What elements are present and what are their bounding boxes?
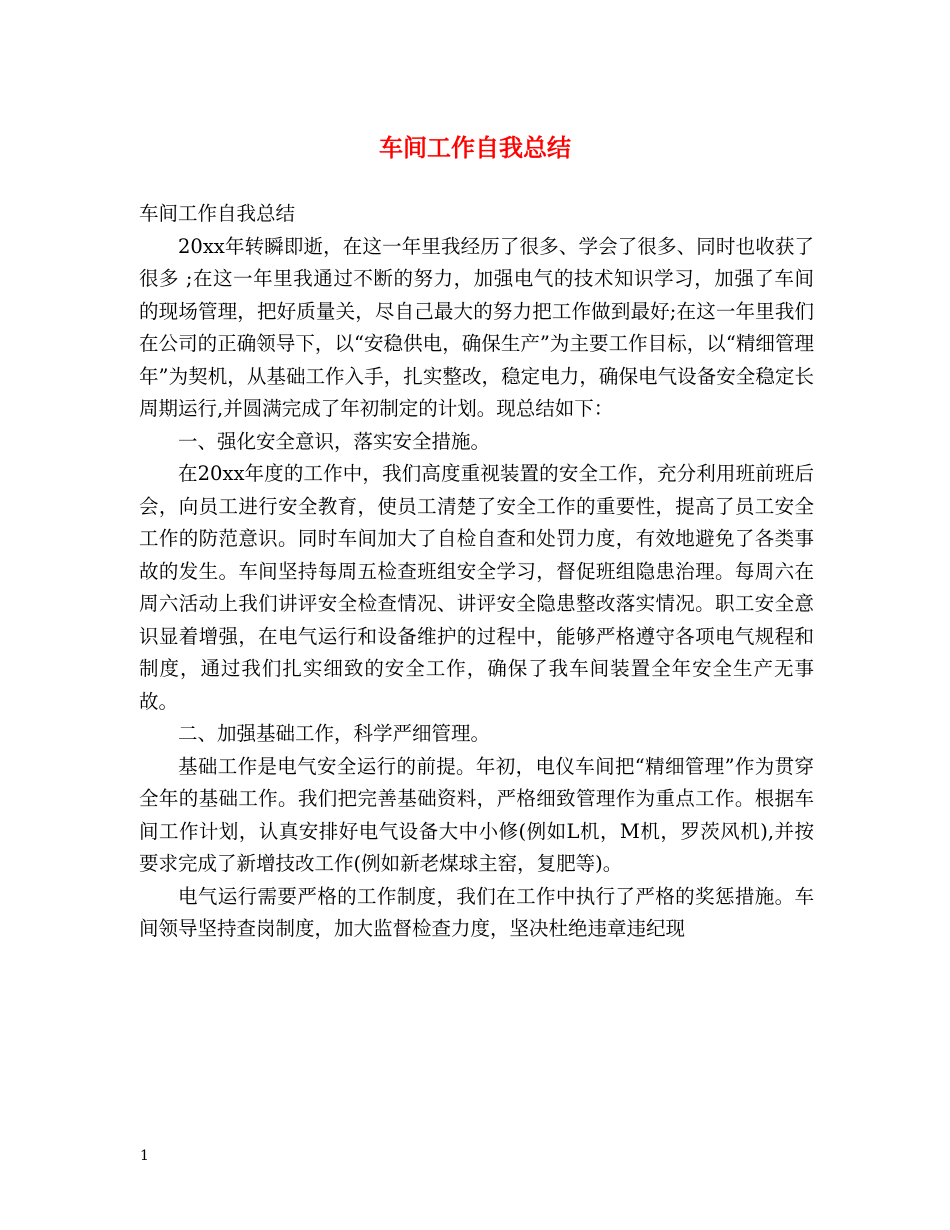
paragraph-operation: 电气运行需要严格的工作制度，我们在工作中执行了严格的奖惩措施。车间领导坚持查岗制度，加大监督检查力度，坚决杜绝违章违纪现 [139, 884, 814, 940]
page-number: 1 [140, 1148, 149, 1164]
document-body [139, 198, 814, 946]
paragraph-intro: 20xx年转瞬即逝，在这一年里我经历了很多、学会了很多、同时也收获了很多 ;在这一年里我通过不断的努力，加强电气的技术知识学习，加强了车间的现场管理，把好质量关，尽自己最大的努力把工作做到最好;在这一年里我们在公司的正确领导下，以“安稳供电，确保生产”为主要工作目标，以“精细管理年”为契机，从基础工作入手，扎实整改，稳定电力，确保电气设备安全稳定长周期运行,并圆满完成了年初制定的计划。现总结如下： [139, 234, 814, 420]
paragraph-foundation: 基础工作是电气安全运行的前提。年初，电仪车间把“精细管理”作为贯穿全年的基础工作。我们把完善基础资料，严格细致管理作为重点工作。根据车间工作计划，认真安排好电气设备大中小修(例如L机，M机，罗茨风机),并按要求完成了新增技改工作(例如新老煤球主窑，复肥等)。 [139, 754, 814, 875]
section-heading-2: 二、加强基础工作，科学严细管理。 [178, 722, 491, 745]
document-subtitle: 车间工作自我总结 [139, 202, 296, 225]
document-title: 车间工作自我总结 [379, 134, 571, 162]
paragraph-safety: 在20xx年度的工作中，我们高度重视装置的安全工作，充分利用班前班后会，向员工进行安全教育，使员工清楚了安全工作的重要性，提高了员工安全工作的防范意识。同时车间加大了自检自查和处罚力度，有效地避免了各类事故的发生。车间坚持每周五检查班组安全学习，督促班组隐患治理。每周六在周六活动上我们讲评安全检查情况、讲评安全隐患整改落实情况。职工安全意识显着增强，在电气运行和设备维护的过程中，能够严格遵守各项电气规程和制度，通过我们扎实细致的安全工作，确保了我车间装置全年安全生产无事故。 [139, 462, 814, 713]
section-heading-1: 一、强化安全意识，落实安全措施。 [178, 429, 491, 453]
